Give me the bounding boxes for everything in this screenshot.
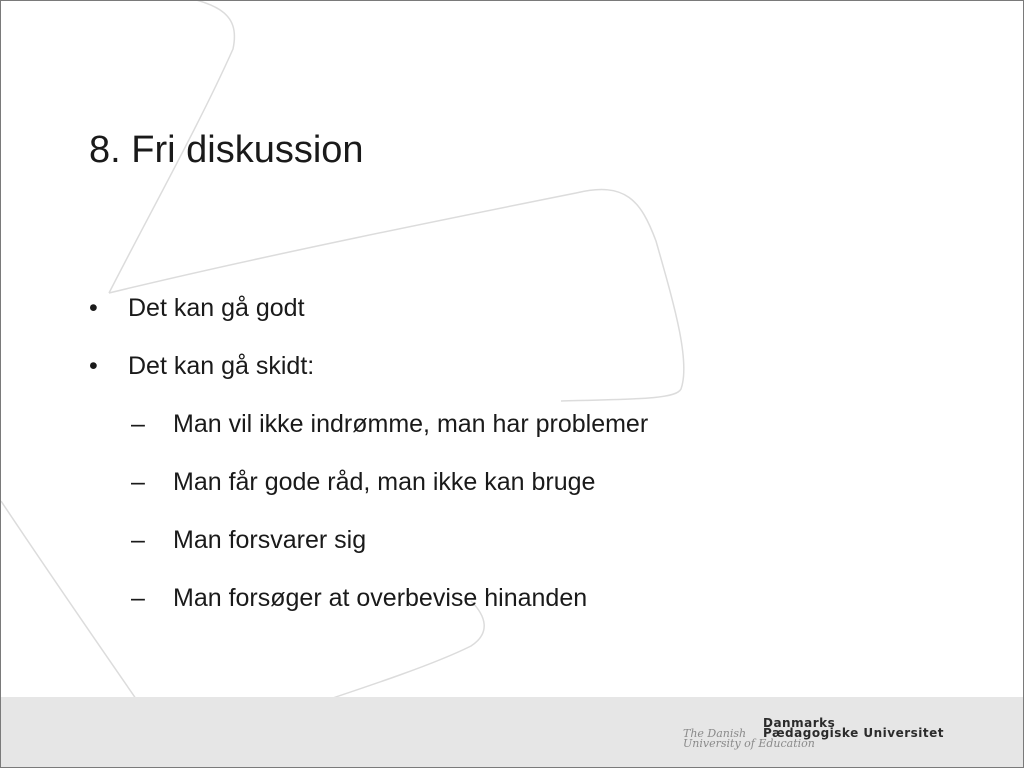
bullet-text: Det kan gå skidt: <box>128 352 315 380</box>
university-logo <box>681 715 981 755</box>
logo-english-line-1: The Danish <box>683 727 747 740</box>
logo-danish-line-2: Pædagogiske Universitet <box>763 726 945 740</box>
sub-bullet-text: Man forsvarer sig <box>173 526 367 554</box>
logo-danish-line-1: Danmarks <box>763 716 836 730</box>
dash-marker: – <box>131 468 145 496</box>
dash-marker: – <box>131 526 145 554</box>
bullet-marker: • <box>89 352 98 380</box>
logo-english-line-2: University of Education <box>683 737 815 750</box>
slide-title: 8. Fri diskussion <box>89 129 364 171</box>
bullet-text: Det kan gå godt <box>128 294 305 322</box>
dash-marker: – <box>131 584 145 612</box>
sub-bullet-text: Man forsøger at overbevise hinanden <box>173 584 588 612</box>
background-decoration <box>1 1 1024 768</box>
sub-bullet-text: Man vil ikke indrømme, man har problemer <box>173 410 649 438</box>
dash-marker: – <box>131 410 145 438</box>
bullet-marker: • <box>89 294 98 322</box>
sub-bullet-text: Man får gode råd, man ikke kan bruge <box>173 468 596 496</box>
